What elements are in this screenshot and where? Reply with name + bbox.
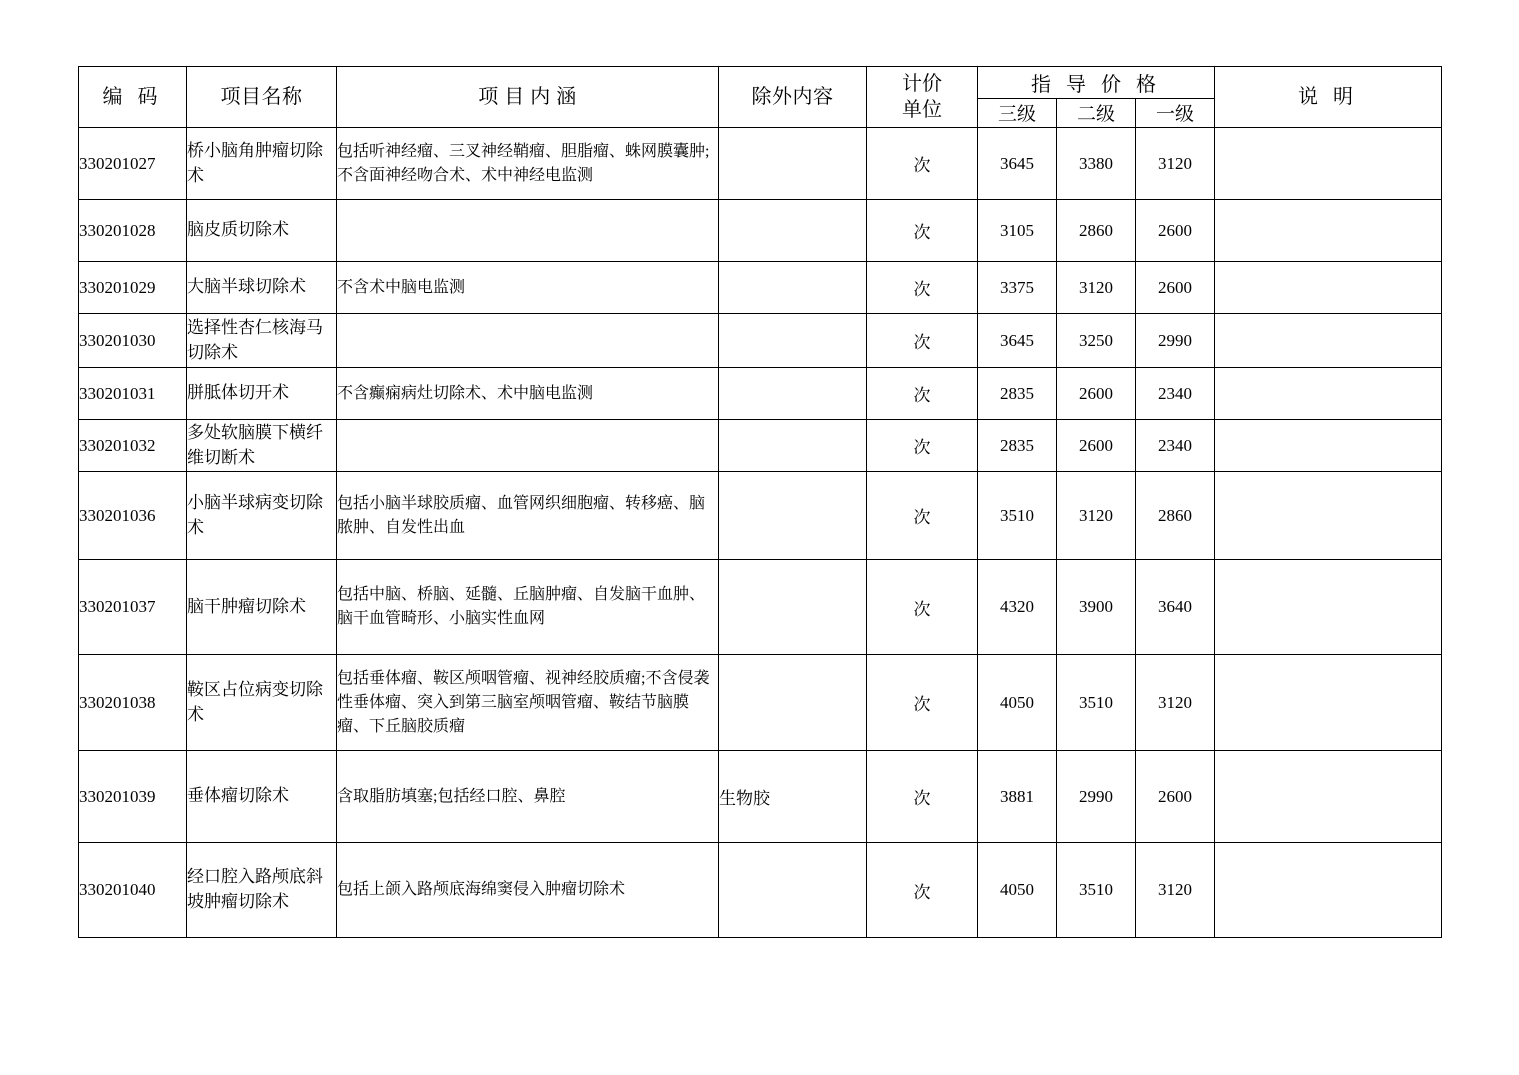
cell-content [337,200,719,262]
cell-name: 胼胝体切开术 [187,368,337,420]
cell-code: 330201027 [79,128,187,200]
cell-remark [1215,560,1442,655]
cell-price-level3: 3510 [978,472,1057,560]
cell-price-level2: 3380 [1057,128,1136,200]
header-level1: 一级 [1136,98,1215,127]
medical-price-table [78,66,1442,938]
cell-name: 大脑半球切除术 [187,262,337,314]
cell-price-level3: 2835 [978,420,1057,472]
table-row [79,420,1442,472]
header-level2: 二级 [1057,98,1136,127]
table-row [79,560,1442,655]
cell-price-level1: 3640 [1136,560,1215,655]
cell-price-level2: 3900 [1057,560,1136,655]
cell-name: 选择性杏仁核海马切除术 [187,314,337,368]
cell-remark [1215,420,1442,472]
cell-unit: 次 [867,843,978,938]
cell-remark [1215,262,1442,314]
cell-unit: 次 [867,472,978,560]
header-content: 项 目 内 涵 [337,67,719,128]
cell-name: 小脑半球病变切除术 [187,472,337,560]
header-unit [867,67,978,128]
cell-name: 多处软脑膜下横纤维切断术 [187,420,337,472]
cell-price-level2: 3120 [1057,472,1136,560]
cell-exclude [719,314,867,368]
table-header-row-1 [79,67,1442,99]
cell-price-level3: 3645 [978,128,1057,200]
header-code: 编 码 [79,67,187,128]
cell-code: 330201038 [79,655,187,751]
cell-content: 不含癫痫病灶切除术、术中脑电监测 [337,368,719,420]
header-remark: 说 明 [1215,67,1442,128]
cell-content: 包括垂体瘤、鞍区颅咽管瘤、视神经胶质瘤;不含侵袭性垂体瘤、突入到第三脑室颅咽管瘤、鞍结节脑膜瘤、下丘脑胶质瘤 [337,655,719,751]
cell-code: 330201028 [79,200,187,262]
cell-code: 330201037 [79,560,187,655]
cell-unit: 次 [867,368,978,420]
cell-name: 桥小脑角肿瘤切除术 [187,128,337,200]
cell-price-level3: 2835 [978,368,1057,420]
cell-price-level3: 3645 [978,314,1057,368]
cell-exclude [719,368,867,420]
cell-code: 330201032 [79,420,187,472]
cell-remark [1215,472,1442,560]
table-row [79,843,1442,938]
cell-code: 330201040 [79,843,187,938]
cell-code: 330201031 [79,368,187,420]
cell-code: 330201030 [79,314,187,368]
cell-exclude: 生物胶 [719,751,867,843]
table-row [79,200,1442,262]
cell-content: 不含术中脑电监测 [337,262,719,314]
cell-code: 330201036 [79,472,187,560]
cell-price-level3: 4050 [978,655,1057,751]
cell-exclude [719,843,867,938]
cell-price-level1: 3120 [1136,843,1215,938]
cell-name: 鞍区占位病变切除术 [187,655,337,751]
table-row [79,368,1442,420]
table-row [79,655,1442,751]
cell-remark [1215,314,1442,368]
cell-unit: 次 [867,751,978,843]
table-row [79,751,1442,843]
cell-price-level1: 2600 [1136,262,1215,314]
cell-exclude [719,200,867,262]
cell-exclude [719,560,867,655]
cell-price-level2: 3120 [1057,262,1136,314]
cell-price-level2: 3510 [1057,655,1136,751]
cell-content [337,314,719,368]
cell-content [337,420,719,472]
cell-unit: 次 [867,655,978,751]
cell-content: 包括上颌入路颅底海绵窦侵入肿瘤切除术 [337,843,719,938]
cell-price-level1: 2600 [1136,200,1215,262]
cell-content: 含取脂肪填塞;包括经口腔、鼻腔 [337,751,719,843]
cell-price-level2: 3250 [1057,314,1136,368]
cell-remark [1215,128,1442,200]
cell-price-level1: 2990 [1136,314,1215,368]
cell-price-level1: 2860 [1136,472,1215,560]
cell-price-level3: 4050 [978,843,1057,938]
cell-price-level2: 2990 [1057,751,1136,843]
cell-price-level3: 3881 [978,751,1057,843]
cell-unit: 次 [867,128,978,200]
cell-exclude [719,472,867,560]
cell-remark [1215,368,1442,420]
cell-code: 330201029 [79,262,187,314]
cell-name: 脑皮质切除术 [187,200,337,262]
table-header [79,67,1442,128]
cell-exclude [719,128,867,200]
cell-code: 330201039 [79,751,187,843]
cell-price-level1: 2340 [1136,420,1215,472]
cell-unit: 次 [867,560,978,655]
cell-content: 包括小脑半球胶质瘤、血管网织细胞瘤、转移癌、脑脓肿、自发性出血 [337,472,719,560]
cell-unit: 次 [867,314,978,368]
cell-exclude [719,420,867,472]
cell-unit: 次 [867,262,978,314]
cell-unit: 次 [867,420,978,472]
cell-unit: 次 [867,200,978,262]
header-unit-line2: 单位 [902,99,942,121]
cell-price-level3: 4320 [978,560,1057,655]
cell-exclude [719,655,867,751]
cell-content: 包括中脑、桥脑、延髓、丘脑肿瘤、自发脑干血肿、脑干血管畸形、小脑实性血网 [337,560,719,655]
table-row [79,314,1442,368]
header-unit-line1: 计价 [902,73,942,95]
cell-exclude [719,262,867,314]
table-body [79,128,1442,938]
table-row [79,128,1442,200]
cell-price-level1: 2340 [1136,368,1215,420]
header-exclude: 除外内容 [719,67,867,128]
cell-price-level2: 2600 [1057,420,1136,472]
header-level3: 三级 [978,98,1057,127]
table-row [79,262,1442,314]
cell-content: 包括听神经瘤、三叉神经鞘瘤、胆脂瘤、蛛网膜囊肿;不含面神经吻合术、术中神经电监测 [337,128,719,200]
cell-price-level3: 3105 [978,200,1057,262]
cell-name: 垂体瘤切除术 [187,751,337,843]
cell-remark [1215,751,1442,843]
cell-remark [1215,200,1442,262]
table-row [79,472,1442,560]
cell-price-level1: 3120 [1136,128,1215,200]
cell-name: 经口腔入路颅底斜坡肿瘤切除术 [187,843,337,938]
cell-remark [1215,655,1442,751]
cell-price-level2: 2860 [1057,200,1136,262]
cell-price-level1: 3120 [1136,655,1215,751]
cell-price-level3: 3375 [978,262,1057,314]
cell-price-level1: 2600 [1136,751,1215,843]
header-name: 项目名称 [187,67,337,128]
cell-price-level2: 3510 [1057,843,1136,938]
cell-remark [1215,843,1442,938]
cell-name: 脑干肿瘤切除术 [187,560,337,655]
cell-price-level2: 2600 [1057,368,1136,420]
header-guide-price: 指 导 价 格 [978,67,1215,99]
